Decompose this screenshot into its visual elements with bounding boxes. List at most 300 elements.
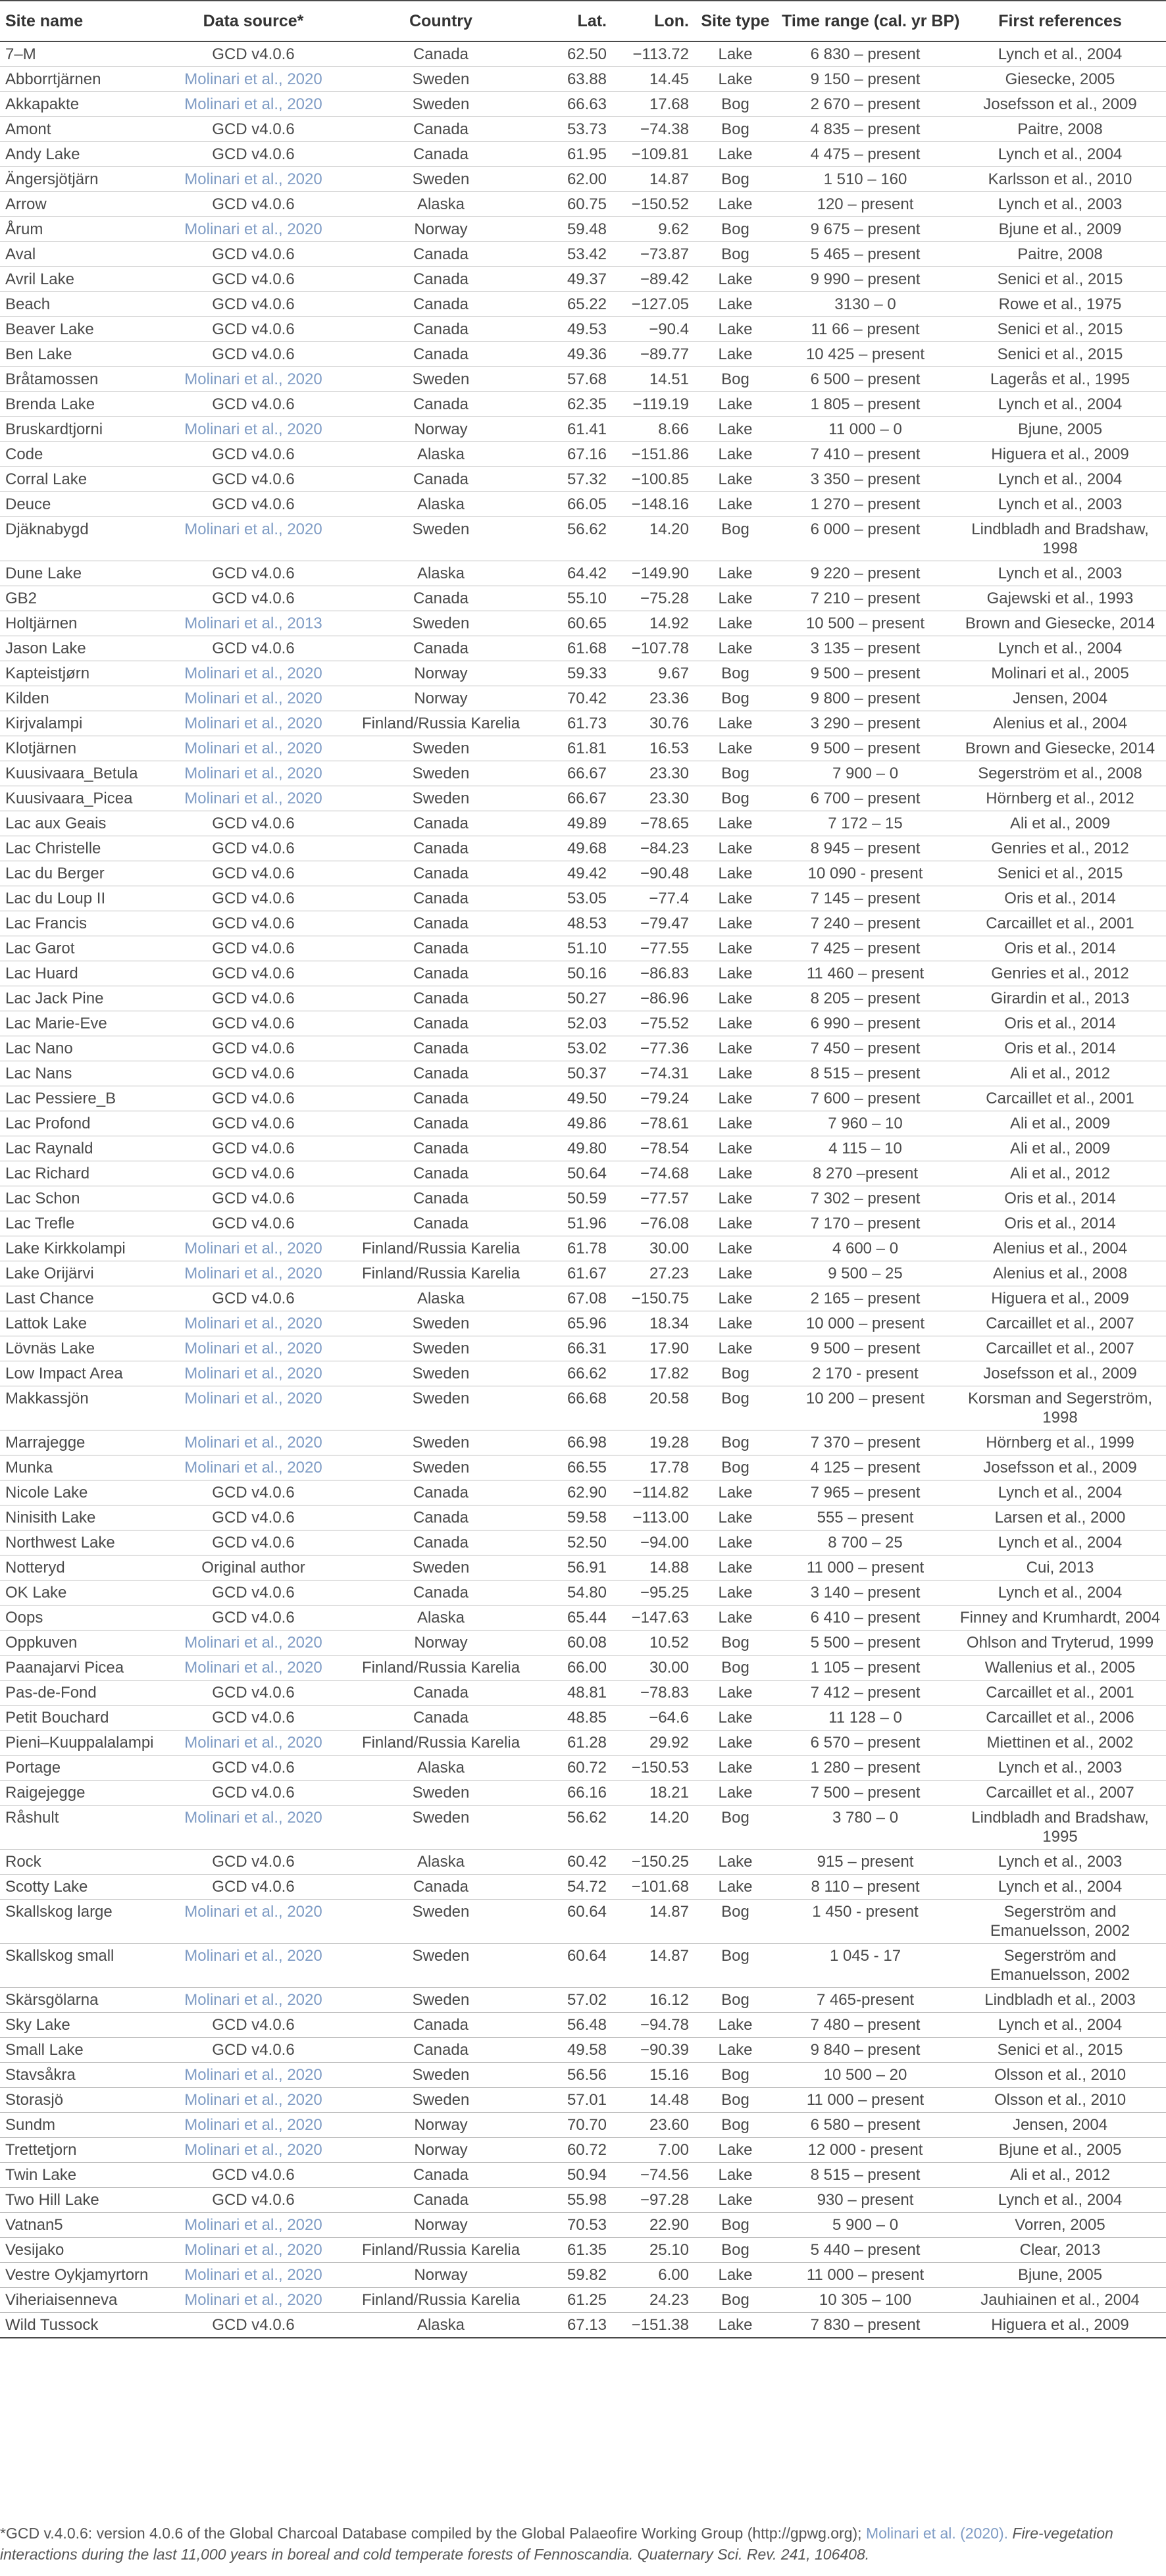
cell-first-references: Genries et al., 2012 <box>954 836 1166 861</box>
cell-time-range: 7 900 – 0 <box>776 761 954 786</box>
cell-lon: 14.92 <box>612 611 694 636</box>
cell-lat: 57.32 <box>540 467 612 492</box>
cell-lat: 56.56 <box>540 2063 612 2088</box>
cell-country: Canada <box>342 886 540 911</box>
cell-country: Canada <box>342 1111 540 1136</box>
cell-lon: −101.68 <box>612 1875 694 1900</box>
cell-time-range: 9 500 – present <box>776 661 954 686</box>
table-row <box>0 886 1166 911</box>
table-row <box>0 517 1166 561</box>
cell-site-name: Lac du Loup II <box>0 886 165 911</box>
table-row <box>0 1211 1166 1236</box>
cell-data-source[interactable]: Molinari et al., 2020 <box>165 661 342 686</box>
cell-site-name: Munka <box>0 1455 165 1480</box>
cell-site-type: Lake <box>694 611 776 636</box>
cell-lon: −77.4 <box>612 886 694 911</box>
cell-site-name: Lattok Lake <box>0 1311 165 1336</box>
cell-country: Canada <box>342 342 540 367</box>
cell-site-type: Lake <box>694 836 776 861</box>
cell-lon: 14.20 <box>612 517 694 561</box>
cell-country: Norway <box>342 2263 540 2288</box>
cell-first-references: Senici et al., 2015 <box>954 342 1166 367</box>
cell-data-source[interactable]: Molinari et al., 2020 <box>165 1361 342 1386</box>
cell-country: Norway <box>342 217 540 242</box>
cell-site-type: Lake <box>694 2313 776 2338</box>
cell-country: Sweden <box>342 517 540 561</box>
cell-site-type: Lake <box>694 1086 776 1111</box>
cell-first-references: Carcaillet et al., 2007 <box>954 1336 1166 1361</box>
cell-data-source: GCD v4.0.6 <box>165 267 342 292</box>
cell-time-range: 4 115 – 10 <box>776 1136 954 1161</box>
cell-first-references: Segerström and Emanuelsson, 2002 <box>954 1900 1166 1944</box>
cell-site-type: Lake <box>694 342 776 367</box>
cell-data-source[interactable]: Molinari et al., 2020 <box>165 1988 342 2013</box>
cell-country: Alaska <box>342 1755 540 1780</box>
cell-lon: −109.81 <box>612 142 694 167</box>
cell-data-source: GCD v4.0.6 <box>165 117 342 142</box>
cell-first-references: Carcaillet et al., 2007 <box>954 1311 1166 1336</box>
cell-country: Canada <box>342 961 540 986</box>
cell-country: Sweden <box>342 367 540 392</box>
cell-lat: 53.05 <box>540 886 612 911</box>
cell-country: Canada <box>342 392 540 417</box>
cell-first-references: Carcaillet et al., 2007 <box>954 1780 1166 1806</box>
cell-country: Canada <box>342 267 540 292</box>
cell-data-source[interactable]: Molinari et al., 2020 <box>165 167 342 192</box>
cell-lon: −78.54 <box>612 1136 694 1161</box>
cell-data-source[interactable]: Molinari et al., 2020 <box>165 686 342 711</box>
cell-time-range: 7 145 – present <box>776 886 954 911</box>
cell-data-source[interactable]: Molinari et al., 2020 <box>165 2213 342 2238</box>
cell-site-name: Northwest Lake <box>0 1530 165 1555</box>
cell-data-source: GCD v4.0.6 <box>165 192 342 217</box>
cell-first-references: Lynch et al., 2004 <box>954 1480 1166 1505</box>
cell-site-name: Paanajarvi Picea <box>0 1655 165 1680</box>
cell-site-name: Rock <box>0 1850 165 1875</box>
cell-lon: −77.57 <box>612 1186 694 1211</box>
cell-data-source[interactable]: Molinari et al., 2020 <box>165 217 342 242</box>
cell-site-name: Skallskog small <box>0 1944 165 1988</box>
cell-site-name: Makkassjön <box>0 1386 165 1430</box>
cell-first-references: Lynch et al., 2004 <box>954 1530 1166 1555</box>
cell-site-name: Lac Schon <box>0 1186 165 1211</box>
cell-country: Sweden <box>342 1555 540 1580</box>
cell-country: Canada <box>342 467 540 492</box>
cell-first-references: Alenius et al., 2004 <box>954 1236 1166 1261</box>
cell-first-references: Gajewski et al., 1993 <box>954 586 1166 611</box>
header-lon: Lon. <box>612 1 694 41</box>
cell-lat: 51.10 <box>540 936 612 961</box>
cell-site-name: Kilden <box>0 686 165 711</box>
cell-first-references: Molinari et al., 2005 <box>954 661 1166 686</box>
cell-lon: 8.66 <box>612 417 694 442</box>
cell-site-type: Bog <box>694 1361 776 1386</box>
cell-lat: 66.68 <box>540 1386 612 1430</box>
cell-data-source[interactable]: Molinari et al., 2020 <box>165 2263 342 2288</box>
cell-data-source[interactable]: Molinari et al., 2020 <box>165 1261 342 1286</box>
cell-lat: 51.96 <box>540 1211 612 1236</box>
cell-data-source[interactable]: Molinari et al., 2020 <box>165 67 342 92</box>
cell-data-source[interactable]: Molinari et al., 2020 <box>165 1386 342 1430</box>
cell-data-source[interactable]: Molinari et al., 2020 <box>165 2138 342 2163</box>
cell-first-references: Ali et al., 2009 <box>954 1111 1166 1136</box>
cell-time-range: 5 440 – present <box>776 2238 954 2263</box>
cell-lat: 50.16 <box>540 961 612 986</box>
cell-site-type: Bog <box>694 117 776 142</box>
cell-lat: 66.16 <box>540 1780 612 1806</box>
cell-lat: 49.50 <box>540 1086 612 1111</box>
table-row <box>0 1311 1166 1336</box>
table-row <box>0 1605 1166 1630</box>
cell-data-source[interactable]: Molinari et al., 2020 <box>165 1630 342 1655</box>
cell-first-references: Hörnberg et al., 2012 <box>954 786 1166 811</box>
cell-time-range: 7 302 – present <box>776 1186 954 1211</box>
cell-lon: 14.87 <box>612 1944 694 1988</box>
cell-time-range: 5 900 – 0 <box>776 2213 954 2238</box>
cell-lat: 49.53 <box>540 317 612 342</box>
cell-time-range: 7 210 – present <box>776 586 954 611</box>
cell-country: Canada <box>342 1580 540 1605</box>
cell-lat: 55.98 <box>540 2188 612 2213</box>
cell-lon: −76.08 <box>612 1211 694 1236</box>
cell-site-type: Lake <box>694 861 776 886</box>
cell-site-type: Bog <box>694 367 776 392</box>
cell-site-type: Bog <box>694 661 776 686</box>
cell-data-source[interactable]: Molinari et al., 2020 <box>165 1655 342 1680</box>
cell-site-type: Lake <box>694 1780 776 1806</box>
cell-time-range: 11 000 – present <box>776 2088 954 2113</box>
cell-time-range: 8 205 – present <box>776 986 954 1011</box>
cell-time-range: 11 460 – present <box>776 961 954 986</box>
cell-lon: 16.12 <box>612 1988 694 2013</box>
cell-lat: 67.16 <box>540 442 612 467</box>
cell-lon: −89.77 <box>612 342 694 367</box>
cell-country: Canada <box>342 117 540 142</box>
table-row <box>0 1261 1166 1286</box>
cell-data-source[interactable]: Molinari et al., 2013 <box>165 611 342 636</box>
table-row <box>0 1705 1166 1730</box>
cell-country: Canada <box>342 242 540 267</box>
cell-lat: 61.67 <box>540 1261 612 1286</box>
cell-data-source: GCD v4.0.6 <box>165 1111 342 1136</box>
cell-lon: −150.25 <box>612 1850 694 1875</box>
cell-site-name: Lövnäs Lake <box>0 1336 165 1361</box>
cell-data-source[interactable]: Molinari et al., 2020 <box>165 517 342 561</box>
cell-time-range: 7 830 – present <box>776 2313 954 2338</box>
cell-site-name: Årum <box>0 217 165 242</box>
cell-country: Canada <box>342 636 540 661</box>
footnote-link[interactable]: Molinari et al. (2020). <box>865 2525 1008 2542</box>
cell-lon: −79.24 <box>612 1086 694 1111</box>
cell-site-name: Sundm <box>0 2113 165 2138</box>
cell-time-range: 2 170 - present <box>776 1361 954 1386</box>
cell-site-type: Bog <box>694 686 776 711</box>
table-row <box>0 1755 1166 1780</box>
cell-country: Sweden <box>342 1336 540 1361</box>
cell-lat: 67.08 <box>540 1286 612 1311</box>
cell-data-source[interactable]: Molinari et al., 2020 <box>165 1311 342 1336</box>
cell-lon: −78.61 <box>612 1111 694 1136</box>
cell-site-name: Lac Profond <box>0 1111 165 1136</box>
cell-time-range: 7 600 – present <box>776 1086 954 1111</box>
table-row <box>0 961 1166 986</box>
cell-first-references: Lynch et al., 2004 <box>954 467 1166 492</box>
table-row <box>0 1806 1166 1850</box>
cell-data-source: GCD v4.0.6 <box>165 1875 342 1900</box>
cell-time-range: 10 200 – present <box>776 1386 954 1430</box>
cell-lat: 66.67 <box>540 761 612 786</box>
cell-lat: 56.62 <box>540 1806 612 1850</box>
cell-time-range: 10 500 – 20 <box>776 2063 954 2088</box>
cell-country: Canada <box>342 1161 540 1186</box>
cell-first-references: Olsson et al., 2010 <box>954 2088 1166 2113</box>
cell-lon: 14.87 <box>612 1900 694 1944</box>
table-row <box>0 936 1166 961</box>
cell-lon: 29.92 <box>612 1730 694 1755</box>
cell-data-source[interactable]: Molinari et al., 2020 <box>165 2088 342 2113</box>
cell-lon: −149.90 <box>612 561 694 586</box>
cell-site-name: Portage <box>0 1755 165 1780</box>
cell-data-source[interactable]: Molinari et al., 2020 <box>165 2063 342 2088</box>
table-row <box>0 611 1166 636</box>
table-row <box>0 2063 1166 2088</box>
cell-lat: 57.02 <box>540 1988 612 2013</box>
cell-lon: 7.00 <box>612 2138 694 2163</box>
cell-lat: 66.00 <box>540 1655 612 1680</box>
cell-data-source: GCD v4.0.6 <box>165 1680 342 1705</box>
cell-lon: −90.48 <box>612 861 694 886</box>
cell-country: Alaska <box>342 192 540 217</box>
cell-lon: −75.28 <box>612 586 694 611</box>
cell-first-references: Clear, 2013 <box>954 2238 1166 2263</box>
cell-data-source: GCD v4.0.6 <box>165 492 342 517</box>
cell-country: Canada <box>342 986 540 1011</box>
cell-data-source: GCD v4.0.6 <box>165 292 342 317</box>
cell-data-source[interactable]: Molinari et al., 2020 <box>165 736 342 761</box>
cell-data-source[interactable]: Molinari et al., 2020 <box>165 2113 342 2138</box>
cell-data-source[interactable]: Molinari et al., 2020 <box>165 1455 342 1480</box>
cell-lon: 30.76 <box>612 711 694 736</box>
cell-first-references: Senici et al., 2015 <box>954 2038 1166 2063</box>
table-row <box>0 1480 1166 1505</box>
cell-lat: 49.42 <box>540 861 612 886</box>
cell-country: Canada <box>342 2038 540 2063</box>
cell-time-range: 4 125 – present <box>776 1455 954 1480</box>
cell-first-references: Segerström and Emanuelsson, 2002 <box>954 1944 1166 1988</box>
cell-site-type: Lake <box>694 392 776 417</box>
cell-first-references: Larsen et al., 2000 <box>954 1505 1166 1530</box>
cell-time-range: 9 840 – present <box>776 2038 954 2063</box>
cell-site-name: Low Impact Area <box>0 1361 165 1386</box>
cell-data-source[interactable]: Molinari et al., 2020 <box>165 1336 342 1361</box>
cell-site-name: Last Chance <box>0 1286 165 1311</box>
table-row <box>0 1386 1166 1430</box>
cell-data-source[interactable]: Molinari et al., 2020 <box>165 2238 342 2263</box>
cell-data-source[interactable]: Molinari et al., 2020 <box>165 761 342 786</box>
cell-first-references: Josefsson et al., 2009 <box>954 92 1166 117</box>
table-row <box>0 1680 1166 1705</box>
cell-site-type: Lake <box>694 1061 776 1086</box>
cell-data-source[interactable]: Molinari et al., 2020 <box>165 367 342 392</box>
cell-site-name: Råshult <box>0 1806 165 1850</box>
table-row <box>0 736 1166 761</box>
cell-site-name: Vesijako <box>0 2238 165 2263</box>
cell-site-type: Bog <box>694 1455 776 1480</box>
cell-lat: 66.67 <box>540 786 612 811</box>
table-row <box>0 1530 1166 1555</box>
cell-time-range: 555 – present <box>776 1505 954 1530</box>
cell-data-source: GCD v4.0.6 <box>165 886 342 911</box>
table-row <box>0 2188 1166 2213</box>
cell-first-references: Carcaillet et al., 2006 <box>954 1705 1166 1730</box>
cell-lon: −74.38 <box>612 117 694 142</box>
cell-lon: −77.36 <box>612 1036 694 1061</box>
table-body <box>0 41 1166 2338</box>
cell-lon: −150.52 <box>612 192 694 217</box>
cell-lat: 66.05 <box>540 492 612 517</box>
cell-lon: −90.39 <box>612 2038 694 2063</box>
cell-lat: 50.37 <box>540 1061 612 1086</box>
cell-lat: 65.44 <box>540 1605 612 1630</box>
cell-lat: 60.42 <box>540 1850 612 1875</box>
table-row <box>0 467 1166 492</box>
cell-data-source: GCD v4.0.6 <box>165 1480 342 1505</box>
cell-time-range: 1 045 - 17 <box>776 1944 954 1988</box>
cell-time-range: 8 700 – 25 <box>776 1530 954 1555</box>
cell-time-range: 5 500 – present <box>776 1630 954 1655</box>
table-row <box>0 1236 1166 1261</box>
cell-site-type: Lake <box>694 1336 776 1361</box>
cell-country: Finland/Russia Karelia <box>342 1236 540 1261</box>
cell-lat: 49.36 <box>540 342 612 367</box>
cell-data-source[interactable]: Molinari et al., 2020 <box>165 711 342 736</box>
cell-site-name: Aval <box>0 242 165 267</box>
cell-country: Finland/Russia Karelia <box>342 1261 540 1286</box>
cell-site-type: Bog <box>694 1944 776 1988</box>
cell-first-references: Bjune et al., 2005 <box>954 2138 1166 2163</box>
cell-lon: −127.05 <box>612 292 694 317</box>
cell-site-type: Bog <box>694 1630 776 1655</box>
cell-lon: −114.82 <box>612 1480 694 1505</box>
cell-data-source[interactable]: Molinari et al., 2020 <box>165 1730 342 1755</box>
cell-first-references: Lagerås et al., 1995 <box>954 367 1166 392</box>
cell-time-range: 8 515 – present <box>776 1061 954 1086</box>
cell-site-type: Lake <box>694 317 776 342</box>
cell-site-type: Lake <box>694 442 776 467</box>
cell-lat: 59.82 <box>540 2263 612 2288</box>
cell-site-name: Vatnan5 <box>0 2213 165 2238</box>
cell-site-name: Lac aux Geais <box>0 811 165 836</box>
cell-time-range: 8 945 – present <box>776 836 954 861</box>
cell-site-name: Kuusivaara_Picea <box>0 786 165 811</box>
cell-time-range: 9 500 – present <box>776 736 954 761</box>
cell-first-references: Lindbladh and Bradshaw, 1995 <box>954 1806 1166 1850</box>
cell-country: Canada <box>342 1875 540 1900</box>
cell-lat: 65.96 <box>540 1311 612 1336</box>
cell-lat: 66.55 <box>540 1455 612 1480</box>
cell-time-range: 7 465-present <box>776 1988 954 2013</box>
cell-lon: 18.21 <box>612 1780 694 1806</box>
cell-site-name: Marrajegge <box>0 1430 165 1455</box>
cell-lon: −90.4 <box>612 317 694 342</box>
cell-data-source[interactable]: Molinari et al., 2020 <box>165 1430 342 1455</box>
cell-time-range: 7 172 – 15 <box>776 811 954 836</box>
cell-site-type: Bog <box>694 1988 776 2013</box>
cell-site-name: Lac Jack Pine <box>0 986 165 1011</box>
cell-site-type: Lake <box>694 811 776 836</box>
cell-site-type: Lake <box>694 467 776 492</box>
cell-site-name: Lac Marie-Eve <box>0 1011 165 1036</box>
cell-data-source[interactable]: Molinari et al., 2020 <box>165 786 342 811</box>
cell-site-name: Ninisith Lake <box>0 1505 165 1530</box>
cell-country: Canada <box>342 1136 540 1161</box>
cell-time-range: 10 090 - present <box>776 861 954 886</box>
cell-time-range: 6 700 – present <box>776 786 954 811</box>
cell-site-type: Bog <box>694 1386 776 1430</box>
cell-data-source[interactable]: Molinari et al., 2020 <box>165 92 342 117</box>
cell-lat: 62.00 <box>540 167 612 192</box>
table-row <box>0 1336 1166 1361</box>
cell-site-name: Skallskog large <box>0 1900 165 1944</box>
cell-data-source[interactable]: Molinari et al., 2020 <box>165 1944 342 1988</box>
cell-site-type: Lake <box>694 2188 776 2213</box>
header-first-references: First references <box>954 1 1166 41</box>
cell-data-source: GCD v4.0.6 <box>165 586 342 611</box>
cell-first-references: Lynch et al., 2004 <box>954 2188 1166 2213</box>
cell-site-name: Kirjvalampi <box>0 711 165 736</box>
cell-site-name: Kuusivaara_Betula <box>0 761 165 786</box>
table-row <box>0 2113 1166 2138</box>
cell-data-source[interactable]: Molinari et al., 2020 <box>165 417 342 442</box>
cell-lon: −84.23 <box>612 836 694 861</box>
cell-site-type: Lake <box>694 67 776 92</box>
cell-site-type: Lake <box>694 961 776 986</box>
cell-data-source[interactable]: Molinari et al., 2020 <box>165 1236 342 1261</box>
cell-site-type: Lake <box>694 2038 776 2063</box>
cell-site-type: Lake <box>694 1186 776 1211</box>
cell-first-references: Josefsson et al., 2009 <box>954 1455 1166 1480</box>
cell-first-references: Lynch et al., 2004 <box>954 2013 1166 2038</box>
cell-lat: 66.31 <box>540 1336 612 1361</box>
cell-country: Sweden <box>342 786 540 811</box>
cell-first-references: Lynch et al., 2004 <box>954 392 1166 417</box>
cell-time-range: 10 305 – 100 <box>776 2288 954 2313</box>
table-row <box>0 1900 1166 1944</box>
cell-data-source: GCD v4.0.6 <box>165 1705 342 1730</box>
cell-data-source[interactable]: Molinari et al., 2020 <box>165 1806 342 1850</box>
cell-lon: −94.78 <box>612 2013 694 2038</box>
cell-data-source: GCD v4.0.6 <box>165 1086 342 1111</box>
cell-country: Sweden <box>342 1311 540 1336</box>
table-row <box>0 1944 1166 1988</box>
cell-lat: 62.50 <box>540 41 612 67</box>
table-row <box>0 1061 1166 1086</box>
cell-data-source[interactable]: Molinari et al., 2020 <box>165 2288 342 2313</box>
cell-lat: 52.50 <box>540 1530 612 1555</box>
cell-lon: 17.82 <box>612 1361 694 1386</box>
cell-lat: 61.28 <box>540 1730 612 1755</box>
cell-time-range: 7 960 – 10 <box>776 1111 954 1136</box>
cell-data-source[interactable]: Molinari et al., 2020 <box>165 1900 342 1944</box>
cell-lon: −113.00 <box>612 1505 694 1530</box>
cell-country: Alaska <box>342 1605 540 1630</box>
cell-lon: 24.23 <box>612 2288 694 2313</box>
cell-lat: 49.58 <box>540 2038 612 2063</box>
cell-site-type: Bog <box>694 786 776 811</box>
table-row <box>0 1011 1166 1036</box>
cell-site-type: Lake <box>694 192 776 217</box>
cell-data-source: GCD v4.0.6 <box>165 836 342 861</box>
